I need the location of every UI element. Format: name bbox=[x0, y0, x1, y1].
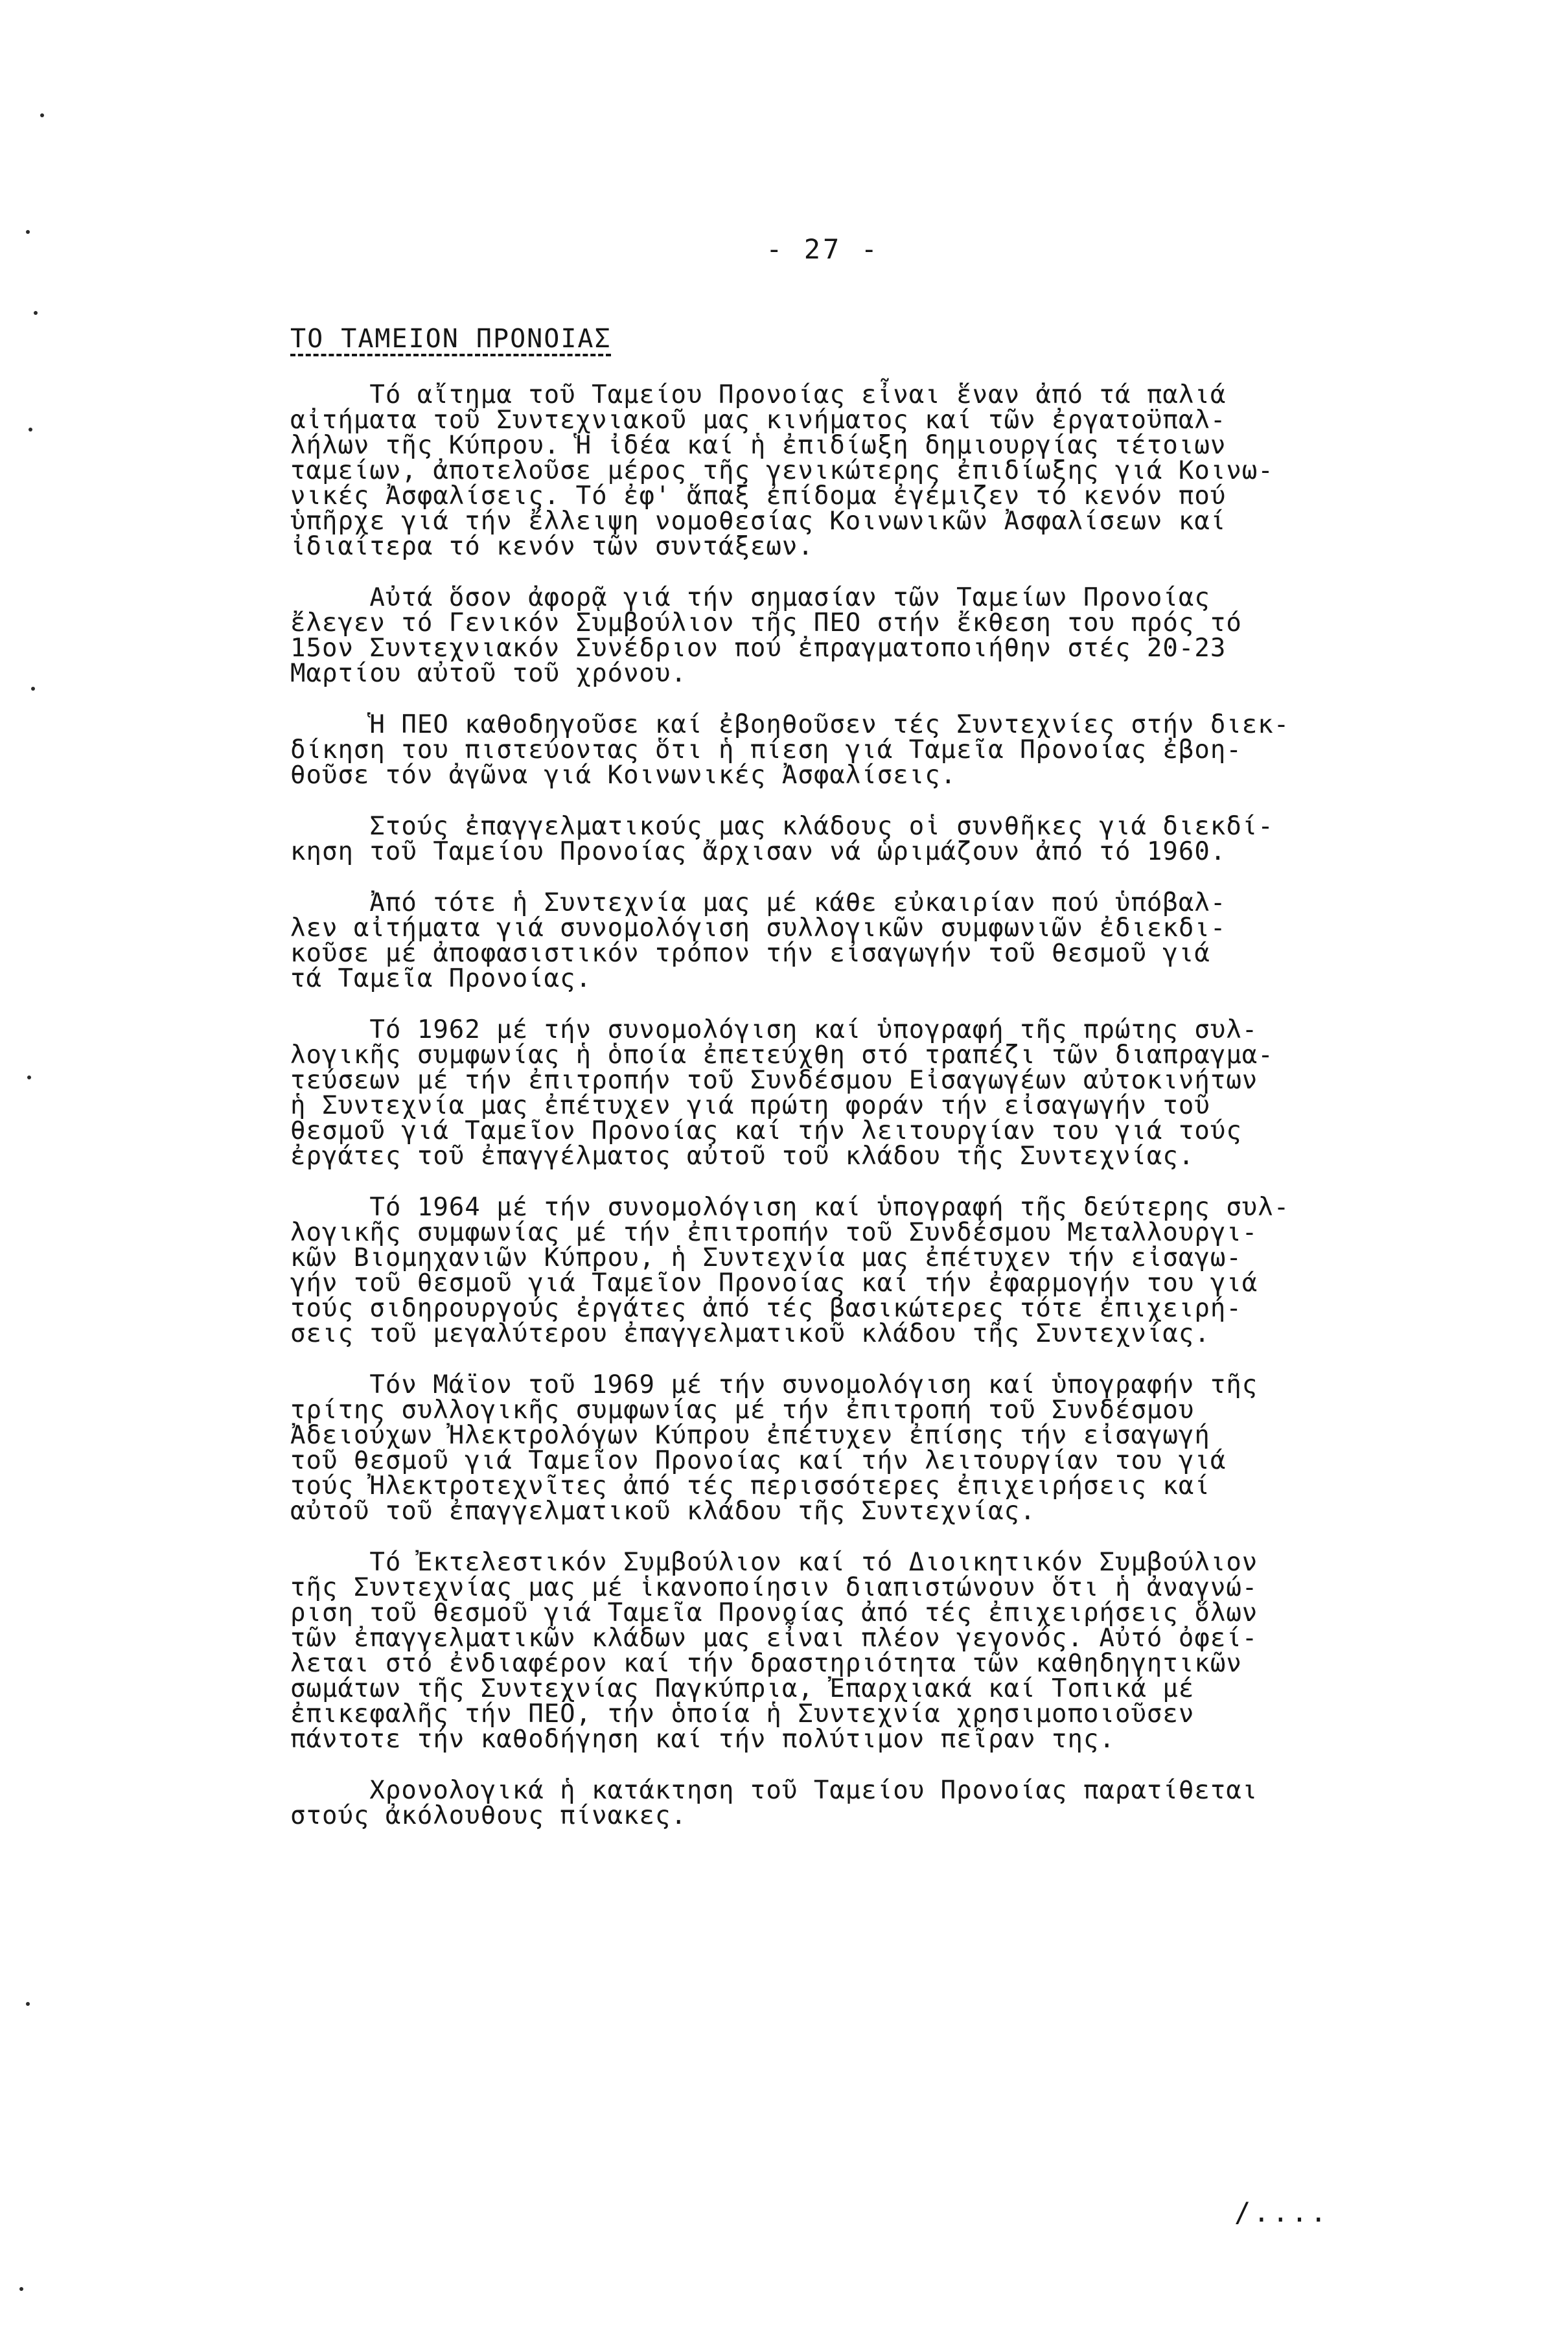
text-line: αἰτήματα τοῦ Συντεχνιακοῦ μας κινήματος καί τῶν ἐργατοϋπαλ- bbox=[290, 406, 1227, 435]
text-line: λεται στό ἐνδιαφέρον καί τήν δραστηριότητα τῶν καθηδηγητικῶν bbox=[290, 1649, 1242, 1678]
scan-speck bbox=[31, 687, 35, 691]
paragraph bbox=[290, 1550, 1541, 1752]
scan-speck bbox=[26, 230, 30, 234]
text-line: λήλων τῆς Κύπρου. Ἡ ἰδέα καί ἡ ἐπιδίωξη δημιουργίας τέτοιων bbox=[290, 431, 1227, 460]
text-line: κηση τοῦ Ταμείου Προνοίας ἄρχισαν νά ὡριμάζουν ἀπό τό 1960. bbox=[290, 837, 1227, 866]
text-line: ἔλεγεν τό Γενικόν Συμβούλιον τῆς ΠΕΟ στήν ἔκθεση του πρός τό bbox=[290, 608, 1242, 638]
text-line: γήν τοῦ θεσμοῦ γιά Ταμεῖον Προνοίας καί τήν ἐφαρμογήν του γιά bbox=[290, 1269, 1258, 1298]
text-line: τεύσεων μέ τήν ἐπιτροπήν τοῦ Συνδέσμου Εἰσαγωγέων αὐτοκινήτων bbox=[290, 1066, 1258, 1095]
paragraph bbox=[290, 1778, 1541, 1828]
text-line: Τό αἴτημα τοῦ Ταμείου Προνοίας εἶναι ἕναν ἀπό τά παλιά bbox=[290, 380, 1227, 409]
text-line: σεις τοῦ μεγαλύτερου ἐπαγγελματικοῦ κλάδου τῆς Συντεχνίας. bbox=[290, 1319, 1210, 1348]
paragraph bbox=[290, 1017, 1541, 1169]
text-line: 15ον Συντεχνιακόν Συνέδριον πού ἐπραγματοποιήθην στές 20-23 bbox=[290, 634, 1227, 663]
paragraph bbox=[290, 890, 1541, 991]
text-line: λεν αἰτήματα γιά συνομολόγιση συλλογικῶν συμφωνιῶν ἐδιεκδι- bbox=[290, 914, 1227, 943]
text-line: σωμάτων τῆς Συντεχνίας Παγκύπρια, Ἐπαρχιακά καί Τοπικά μέ bbox=[290, 1674, 1195, 1703]
text-line: κοῦσε μέ ἀποφασιστικόν τρόπον τήν εἰσαγωγήν τοῦ θεσμοῦ γιά bbox=[290, 939, 1210, 968]
paragraph bbox=[290, 1195, 1541, 1346]
text-line: νικές Ἀσφαλίσεις. Τό ἐφ' ἅπαξ ἐπίδομα ἐγέμιζεν τό κενόν πού bbox=[290, 481, 1227, 511]
text-line: Ἀπό τότε ἡ Συντεχνία μας μέ κάθε εὐκαιρίαν πού ὑπόβαλ- bbox=[290, 888, 1227, 917]
text-line: Τό 1964 μέ τήν συνομολόγιση καί ὑπογραφή τῆς δεύτερης συλ- bbox=[290, 1193, 1290, 1222]
text-line: λογικῆς συμφωνίας μέ τήν ἐπιτροπήν τοῦ Συνδέσμου Μεταλλουργι- bbox=[290, 1218, 1258, 1247]
scan-speck bbox=[40, 113, 44, 117]
text-line: τοῦ θεσμοῦ γιά Ταμεῖον Προνοίας καί τήν λειτουργίαν του γιά bbox=[290, 1446, 1227, 1475]
text-line: θεσμοῦ γιά Ταμεῖον Προνοίας καί τήν λειτουργίαν του γιά τούς bbox=[290, 1116, 1242, 1145]
scan-speck bbox=[26, 2002, 30, 2006]
text-line: λογικῆς συμφωνίας ἡ ὁποία ἐπετεύχθη στό τραπέζι τῶν διαπραγμα- bbox=[290, 1041, 1274, 1070]
text-line: Ἡ ΠΕΟ καθοδηγοῦσε καί ἐβοηθοῦσεν τές Συντεχνίες στήν διεκ- bbox=[290, 710, 1290, 739]
text-line: Στούς ἐπαγγελματικούς μας κλάδους οἱ συνθῆκες γιά διεκδί- bbox=[290, 812, 1274, 841]
section-heading: ΤΟ ΤΑΜΕΙΟΝ ΠΡΟΝΟΙΑΣ bbox=[290, 324, 612, 354]
text-line: Μαρτίου αὐτοῦ τοῦ χρόνου. bbox=[290, 659, 687, 688]
text-line: τούς Ἠλεκτροτεχνῖτες ἀπό τές περισσότερες ἐπιχειρήσεις καί bbox=[290, 1471, 1210, 1501]
text-line: αὐτοῦ τοῦ ἐπαγγελματικοῦ κλάδου τῆς Συντεχνίας. bbox=[290, 1497, 1036, 1526]
text-line: ἡ Συντεχνία μας ἐπέτυχεν γιά πρώτη φοράν τήν εἰσαγωγήν τοῦ bbox=[290, 1091, 1210, 1120]
text-line: στούς ἀκόλουθους πίνακες. bbox=[290, 1801, 687, 1830]
text-line: τῶν ἐπαγγελματικῶν κλάδων μας εἶναι πλέον γεγονός. Αὐτό ὀφεί- bbox=[290, 1624, 1258, 1653]
text-line: κῶν Βιομηχανιῶν Κύπρου, ἡ Συντεχνία μας ἐπέτυχεν τήν εἰσαγω- bbox=[290, 1243, 1242, 1272]
text-line: Τό 1962 μέ τήν συνομολόγιση καί ὑπογραφή τῆς πρώτης συλ- bbox=[290, 1015, 1258, 1044]
paragraph bbox=[290, 585, 1541, 686]
scan-speck bbox=[34, 311, 38, 315]
paragraph bbox=[290, 1372, 1541, 1524]
page-number: - 27 - bbox=[766, 233, 880, 265]
paragraph bbox=[290, 382, 1541, 559]
text-line: θοῦσε τόν ἀγῶνα γιά Κοινωνικές Ἀσφαλίσεις. bbox=[290, 761, 957, 790]
text-line: τά Ταμεῖα Προνοίας. bbox=[290, 964, 592, 993]
text-line: ἰδιαίτερα τό κενόν τῶν συντάξεων. bbox=[290, 532, 814, 561]
scan-speck bbox=[29, 428, 32, 431]
text-line: πάντοτε τήν καθοδήγηση καί τήν πολύτιμον πεῖραν της. bbox=[290, 1725, 1115, 1754]
text-line: ὑπῆρχε γιά τήν ἔλλειψη νομοθεσίας Κοινωνικῶν Ἀσφαλίσεων καί bbox=[290, 507, 1227, 536]
text-line: Χρονολογικά ἡ κατάκτηση τοῦ Ταμείου Προνοίας παρατίθεται bbox=[290, 1776, 1258, 1805]
continuation-mark: /.... bbox=[1234, 2196, 1330, 2228]
text-line: ἐργάτες τοῦ ἐπαγγέλματος αὐτοῦ τοῦ κλάδου τῆς Συντεχνίας. bbox=[290, 1142, 1195, 1171]
text-line: Αὐτά ὅσον ἀφορᾷ γιά τήν σημασίαν τῶν Ταμείων Προνοίας bbox=[290, 583, 1210, 612]
text-line: τῆς Συντεχνίας μας μέ ἱκανοποίησιν διαπιστώνουν ὅτι ἡ ἀναγνώ- bbox=[290, 1573, 1258, 1602]
text-line: Τόν Μάϊον τοῦ 1969 μέ τήν συνομολόγιση καί ὑπογραφήν τῆς bbox=[290, 1370, 1258, 1399]
paragraph bbox=[290, 814, 1541, 864]
body-text bbox=[290, 382, 1541, 1854]
text-line: Ἀδειούχων Ἠλεκτρολόγων Κύπρου ἐπέτυχεν ἐπίσης τήν εἰσαγωγή bbox=[290, 1421, 1210, 1450]
text-line: τούς σιδηρουργούς ἐργάτες ἀπό τές βασικώτερες τότε ἐπιχειρή- bbox=[290, 1294, 1242, 1323]
text-line: ἐπικεφαλῆς τήν ΠΕΟ, τήν ὁποία ἡ Συντεχνία χρησιμοποιοῦσεν bbox=[290, 1699, 1195, 1729]
scan-speck bbox=[19, 2287, 23, 2291]
text-line: τρίτης συλλογικῆς συμφωνίας μέ τήν ἐπιτροπή τοῦ Συνδέσμου bbox=[290, 1396, 1195, 1425]
text-line: Τό Ἐκτελεστικόν Συμβούλιον καί τό Διοικητικόν Συμβούλιον bbox=[290, 1548, 1258, 1577]
text-line: ριση τοῦ θεσμοῦ γιά Ταμεῖα Προνοίας ἀπό τές ἐπιχειρήσεις ὅλων bbox=[290, 1598, 1258, 1627]
text-line: δίκηση του πιστεύοντας ὅτι ἡ πίεση γιά Ταμεῖα Προνοίας ἐβοη- bbox=[290, 735, 1242, 765]
paragraph bbox=[290, 712, 1541, 788]
scan-speck bbox=[27, 1075, 31, 1079]
text-line: ταμείων, ἀποτελοῦσε μέρος τῆς γενικώτερης ἐπιδίωξης γιά Κοινω- bbox=[290, 456, 1274, 485]
